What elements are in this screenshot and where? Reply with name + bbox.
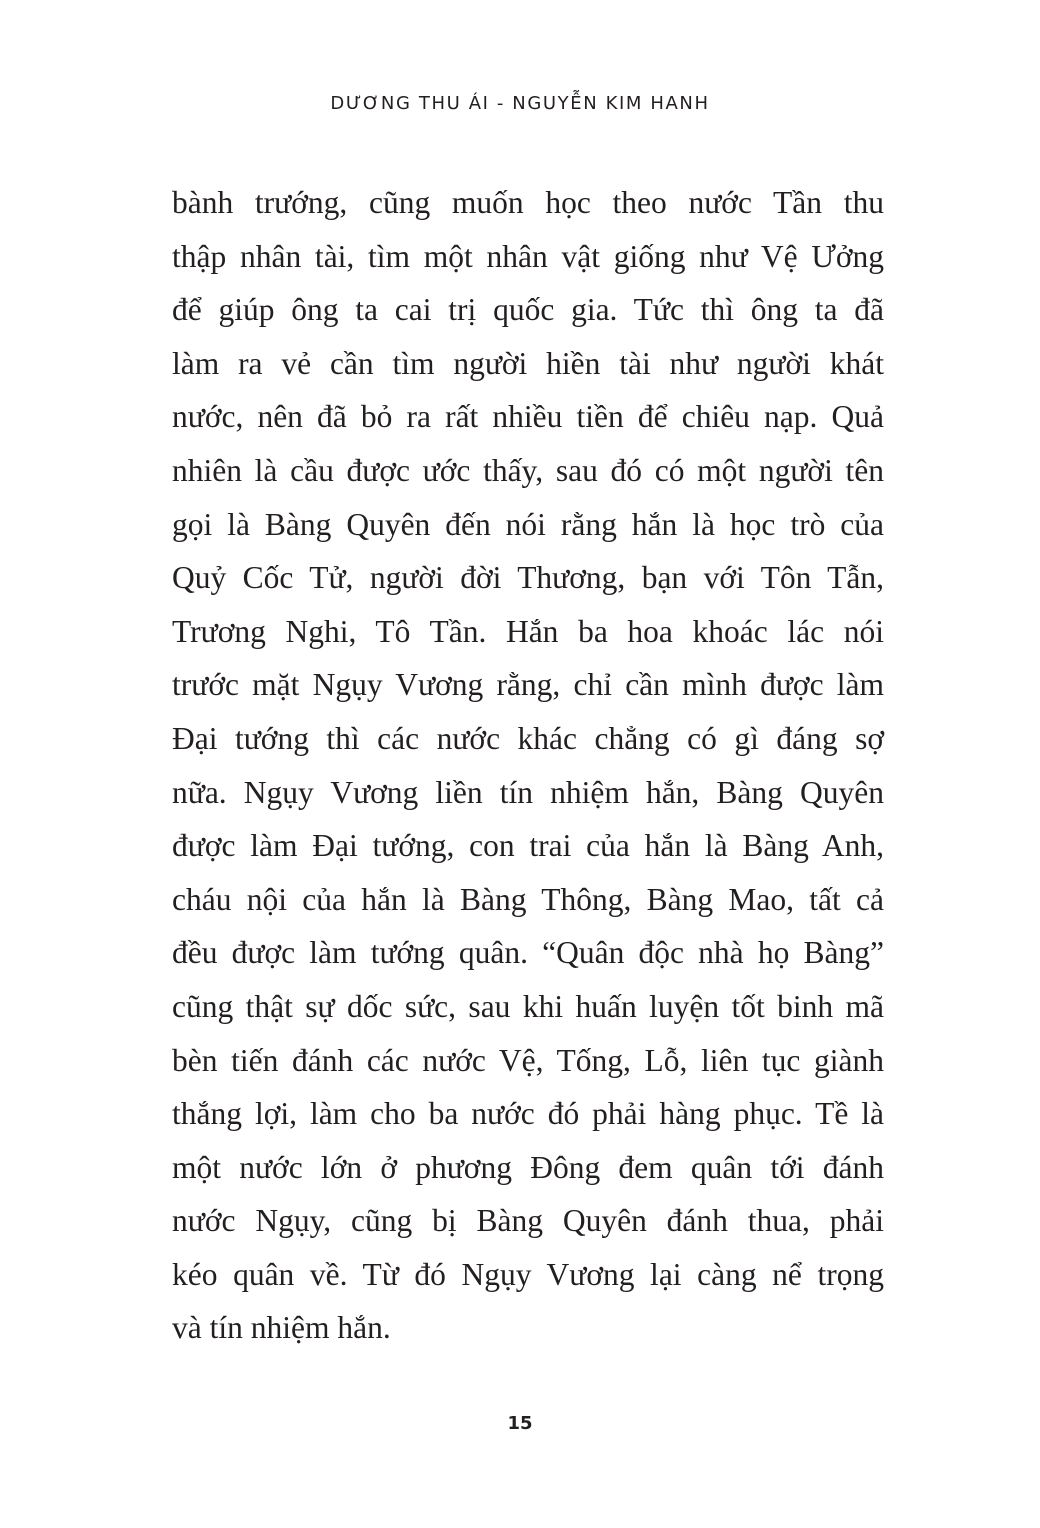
text-line: thắng lợi, làm cho ba nước đó phải hàng phục. Tề là	[172, 1096, 884, 1132]
text-line: Trương Nghi, Tô Tần. Hắn ba hoa khoác lác nói	[172, 613, 884, 649]
text-line: nhiên là cầu được ước thấy, sau đó có một người tên	[172, 452, 884, 488]
text-line: kéo quân về. Từ đó Ngụy Vương lại càng nể trọng	[172, 1256, 884, 1292]
text-line: được làm Đại tướng, con trai của hắn là Bàng Anh,	[172, 828, 884, 864]
text-line-last: và tín nhiệm hắn.	[172, 1310, 391, 1346]
running-header-authors: DƯƠNG THU ÁI - NGUYỄN KIM HANH	[330, 93, 710, 114]
text-line: thập nhân tài, tìm một nhân vật giống như Vệ Ưởng	[172, 238, 884, 274]
page-number: 15	[507, 1413, 533, 1434]
text-line: nữa. Ngụy Vương liền tín nhiệm hắn, Bàng Quyên	[172, 774, 884, 810]
text-line: Đại tướng thì các nước khác chẳng có gì đáng sợ	[172, 720, 884, 756]
text-line: bèn tiến đánh các nước Vệ, Tống, Lỗ, liên tục giành	[172, 1042, 884, 1078]
text-line: một nước lớn ở phương Đông đem quân tới đánh	[172, 1149, 884, 1185]
text-line: cũng thật sự dốc sức, sau khi huấn luyện tốt binh mã	[172, 988, 884, 1024]
body-paragraph	[172, 176, 884, 1355]
text-line: để giúp ông ta cai trị quốc gia. Tức thì ông ta đã	[172, 292, 884, 328]
text-line: bành trướng, cũng muốn học theo nước Tần thu	[172, 185, 884, 220]
text-line: nước, nên đã bỏ ra rất nhiều tiền để chiêu nạp. Quả	[172, 399, 884, 435]
text-line: trước mặt Ngụy Vương rằng, chỉ cần mình được làm	[172, 667, 884, 703]
text-line: cháu nội của hắn là Bàng Thông, Bàng Mao, tất cả	[172, 881, 884, 917]
text-line: gọi là Bàng Quyên đến nói rằng hắn là học trò của	[172, 506, 884, 542]
text-line: Quỷ Cốc Tử, người đời Thương, bạn với Tôn Tẫn,	[172, 560, 884, 596]
text-line: nước Ngụy, cũng bị Bàng Quyên đánh thua, phải	[172, 1203, 884, 1239]
text-line: đều được làm tướng quân. “Quân độc nhà họ Bàng”	[172, 935, 884, 971]
text-line: làm ra vẻ cần tìm người hiền tài như người khát	[172, 345, 884, 381]
